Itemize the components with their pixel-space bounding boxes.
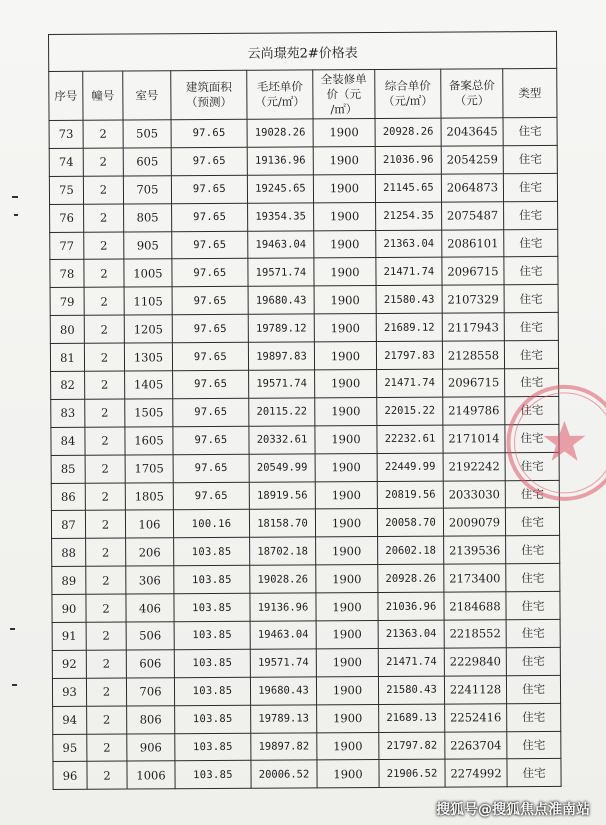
cell-room: 806 <box>127 705 175 733</box>
table-row <box>51 368 559 399</box>
cell-area: 97.65 <box>172 315 248 343</box>
cell-total: 2241128 <box>444 676 506 704</box>
cell-unit-price: 21906.52 <box>379 760 445 788</box>
cell-total: 2171014 <box>443 425 505 453</box>
cell-total: 2229840 <box>444 648 506 676</box>
cell-decor-price: 1900 <box>315 509 377 537</box>
cell-area: 103.85 <box>174 649 250 677</box>
cell-blank-price: 19897.83 <box>248 342 314 370</box>
cell-type: 住宅 <box>506 675 560 703</box>
cell-blank-price: 19571.74 <box>249 370 315 398</box>
cell-total: 2054259 <box>441 146 503 174</box>
header-row <box>49 68 557 120</box>
header-no: 序号 <box>49 71 83 120</box>
cell-total: 2128558 <box>442 341 504 369</box>
scan-speck <box>14 214 18 216</box>
cell-room: 805 <box>124 203 172 231</box>
scan-speck <box>12 684 17 686</box>
cell-total: 2252416 <box>445 703 507 731</box>
cell-room: 906 <box>127 733 175 761</box>
table-row <box>53 759 561 790</box>
cell-decor-price: 1900 <box>316 565 378 593</box>
cell-no: 87 <box>51 511 85 539</box>
cell-blank-price: 19028.26 <box>247 119 313 147</box>
cell-no: 96 <box>53 762 87 790</box>
cell-no: 81 <box>50 343 84 371</box>
cell-decor-price: 1900 <box>316 648 378 676</box>
cell-unit-price: 21254.35 <box>376 202 442 230</box>
cell-unit-price: 21797.83 <box>376 341 442 369</box>
header-type: 类型 <box>503 68 557 117</box>
cell-unit-price: 21471.74 <box>376 258 442 286</box>
cell-decor-price: 1900 <box>314 342 376 370</box>
cell-unit-price: 20928.26 <box>378 564 444 592</box>
cell-no: 75 <box>49 176 83 204</box>
cell-total: 2192242 <box>443 452 505 480</box>
header-blank-price <box>247 70 313 119</box>
cell-area: 97.65 <box>173 426 249 454</box>
table-row <box>53 731 561 762</box>
cell-room: 1505 <box>125 399 173 427</box>
cell-building: 2 <box>85 455 125 483</box>
cell-blank-price: 20549.99 <box>249 454 315 482</box>
cell-building: 2 <box>84 232 124 260</box>
cell-room: 1705 <box>125 454 173 482</box>
cell-type: 住宅 <box>506 564 560 592</box>
cell-building: 2 <box>84 287 124 315</box>
cell-unit-price: 20602.18 <box>378 536 444 564</box>
cell-unit-price: 22015.22 <box>377 397 443 425</box>
cell-no: 90 <box>52 594 86 622</box>
cell-total: 2117943 <box>442 313 504 341</box>
header-area-line1: 建筑面积 <box>185 79 232 95</box>
table-row <box>52 564 560 595</box>
cell-type: 住宅 <box>505 452 559 480</box>
cell-no: 78 <box>50 260 84 288</box>
table-row <box>51 396 559 427</box>
cell-room: 905 <box>124 231 172 259</box>
header-room: 室号 <box>123 71 171 120</box>
cell-type: 住宅 <box>507 703 561 731</box>
cell-blank-price: 19571.74 <box>248 258 314 286</box>
table-row <box>50 201 558 232</box>
cell-no: 92 <box>52 650 86 678</box>
cell-building: 2 <box>83 148 123 176</box>
cell-area: 97.65 <box>172 287 248 315</box>
cell-total: 2184688 <box>444 592 506 620</box>
cell-building: 2 <box>86 622 126 650</box>
cell-room: 406 <box>126 594 174 622</box>
cell-building: 2 <box>87 762 127 790</box>
cell-type: 住宅 <box>507 731 561 759</box>
cell-blank-price: 19680.43 <box>248 286 314 314</box>
table-row <box>50 229 558 260</box>
cell-total: 2107329 <box>442 285 504 313</box>
cell-unit-price: 22449.99 <box>377 453 443 481</box>
cell-no: 88 <box>52 539 86 567</box>
cell-blank-price: 20115.22 <box>249 398 315 426</box>
cell-type: 住宅 <box>504 201 558 229</box>
cell-unit-price: 21797.82 <box>379 732 445 760</box>
cell-area: 97.65 <box>172 259 248 287</box>
header-decor-price-line2: 价（元 <box>326 86 362 101</box>
cell-total: 2173400 <box>444 564 506 592</box>
cell-blank-price: 18702.18 <box>250 537 316 565</box>
cell-decor-price: 1900 <box>314 258 376 286</box>
table-row <box>52 647 560 678</box>
table-row <box>50 257 558 288</box>
cell-area: 103.85 <box>175 733 251 761</box>
cell-unit-price: 20058.70 <box>377 509 443 537</box>
table-row <box>51 424 559 455</box>
cell-unit-price: 21580.43 <box>376 285 442 313</box>
cell-type: 住宅 <box>507 759 561 787</box>
header-blank-price-line2: （元/㎡） <box>254 94 305 109</box>
scan-speck <box>10 628 15 630</box>
header-filed-total <box>441 69 503 118</box>
cell-room: 705 <box>123 176 171 204</box>
watermark: 搜狐号@搜狐焦点淮南站 <box>436 802 590 818</box>
cell-room: 1006 <box>127 761 175 789</box>
cell-decor-price: 1900 <box>315 453 377 481</box>
cell-no: 79 <box>50 288 84 316</box>
cell-type: 住宅 <box>505 424 559 452</box>
cell-type: 住宅 <box>504 313 558 341</box>
header-filed-total-line1: 备案总价 <box>448 78 495 93</box>
table-row <box>52 619 560 650</box>
cell-type: 住宅 <box>504 341 558 369</box>
cell-no: 86 <box>51 483 85 511</box>
cell-area: 97.65 <box>173 370 249 398</box>
cell-room: 106 <box>125 510 173 538</box>
cell-no: 91 <box>52 622 86 650</box>
cell-decor-price: 1900 <box>314 314 376 342</box>
cell-area: 97.65 <box>173 398 249 426</box>
table-row <box>49 173 557 204</box>
cell-no: 85 <box>51 455 85 483</box>
cell-no: 80 <box>50 316 84 344</box>
cell-area: 103.85 <box>174 538 250 566</box>
cell-area: 103.85 <box>174 566 250 594</box>
header-area-line2: （预测） <box>185 94 232 110</box>
cell-building: 2 <box>84 259 124 287</box>
cell-decor-price: 1900 <box>313 119 375 147</box>
cell-unit-price: 21580.43 <box>378 676 444 704</box>
table-row <box>50 341 558 372</box>
table-row <box>52 536 560 567</box>
cell-decor-price: 1900 <box>315 425 377 453</box>
cell-blank-price: 19245.65 <box>247 175 313 203</box>
cell-room: 606 <box>126 650 174 678</box>
table-row <box>50 313 558 344</box>
cell-total: 2009079 <box>443 508 505 536</box>
cell-room: 706 <box>126 678 174 706</box>
cell-no: 83 <box>51 399 85 427</box>
cell-building: 2 <box>86 650 126 678</box>
header-decor-price <box>313 70 375 119</box>
cell-area: 97.65 <box>172 203 248 231</box>
cell-type: 住宅 <box>506 647 560 675</box>
cell-area: 103.85 <box>174 593 250 621</box>
cell-type: 住宅 <box>506 619 560 647</box>
cell-room: 1205 <box>124 315 172 343</box>
cell-no: 73 <box>49 120 83 148</box>
cell-type: 住宅 <box>506 536 560 564</box>
cell-type: 住宅 <box>505 396 559 424</box>
cell-unit-price: 20928.26 <box>375 118 441 146</box>
cell-area: 97.65 <box>172 231 248 259</box>
cell-blank-price: 18919.56 <box>249 481 315 509</box>
cell-decor-price: 1900 <box>317 704 379 732</box>
cell-no: 95 <box>53 734 87 762</box>
cell-type: 住宅 <box>505 368 559 396</box>
cell-total: 2149786 <box>443 397 505 425</box>
table-row <box>50 285 558 316</box>
table-title: 云尚璟苑2#价格表 <box>49 31 557 71</box>
header-building: 幢号 <box>83 71 123 120</box>
cell-type: 住宅 <box>503 173 557 201</box>
cell-total: 2043645 <box>441 118 503 146</box>
cell-decor-price: 1900 <box>316 621 378 649</box>
price-sheet <box>48 31 546 794</box>
cell-area: 97.65 <box>173 454 249 482</box>
cell-building: 2 <box>86 566 126 594</box>
cell-building: 2 <box>84 315 124 343</box>
cell-blank-price: 19463.04 <box>250 621 316 649</box>
cell-unit-price: 21363.04 <box>376 230 442 258</box>
cell-unit-price: 21471.74 <box>378 648 444 676</box>
cell-room: 1005 <box>124 259 172 287</box>
cell-unit-price: 21145.65 <box>375 174 441 202</box>
cell-total: 2086101 <box>442 229 504 257</box>
table-row <box>49 145 557 176</box>
table-row <box>53 703 561 734</box>
cell-decor-price: 1900 <box>315 481 377 509</box>
cell-area: 100.16 <box>173 510 249 538</box>
cell-type: 住宅 <box>505 480 559 508</box>
cell-area: 103.85 <box>175 761 251 789</box>
cell-type: 住宅 <box>505 508 559 536</box>
cell-room: 605 <box>123 148 171 176</box>
cell-blank-price: 20332.61 <box>249 426 315 454</box>
cell-unit-price: 20819.56 <box>377 481 443 509</box>
cell-area: 97.65 <box>171 175 247 203</box>
header-unit-price <box>375 69 441 118</box>
cell-building: 2 <box>85 511 125 539</box>
cell-building: 2 <box>85 427 125 455</box>
cell-decor-price: 1900 <box>314 286 376 314</box>
cell-decor-price: 1900 <box>314 202 376 230</box>
header-filed-total-line2: （元） <box>454 93 490 108</box>
scan-speck <box>12 196 18 198</box>
cell-total: 2064873 <box>441 174 503 202</box>
cell-total: 2139536 <box>444 536 506 564</box>
cell-unit-price: 21036.96 <box>378 592 444 620</box>
cell-blank-price: 19680.43 <box>250 677 316 705</box>
cell-no: 74 <box>49 148 83 176</box>
cell-room: 1605 <box>125 427 173 455</box>
table-row <box>51 452 559 483</box>
cell-blank-price: 19354.35 <box>248 203 314 231</box>
cell-unit-price: 21689.13 <box>379 704 445 732</box>
cell-room: 1405 <box>125 371 173 399</box>
cell-unit-price: 21036.96 <box>375 146 441 174</box>
table-row <box>51 480 559 511</box>
cell-building: 2 <box>85 483 125 511</box>
cell-blank-price: 18158.70 <box>249 509 315 537</box>
cell-area: 103.85 <box>174 621 250 649</box>
cell-area: 103.85 <box>175 705 251 733</box>
cell-decor-price: 1900 <box>314 230 376 258</box>
cell-type: 住宅 <box>503 117 557 145</box>
cell-blank-price: 20006.52 <box>251 760 317 788</box>
cell-type: 住宅 <box>503 145 557 173</box>
cell-decor-price: 1900 <box>315 397 377 425</box>
cell-room: 206 <box>126 538 174 566</box>
cell-area: 97.65 <box>172 342 248 370</box>
cell-no: 76 <box>50 204 84 232</box>
cell-total: 2033030 <box>443 480 505 508</box>
cell-room: 505 <box>123 120 171 148</box>
cell-blank-price: 19789.13 <box>251 705 317 733</box>
cell-room: 1105 <box>124 287 172 315</box>
header-area <box>171 70 247 119</box>
cell-decor-price: 1900 <box>316 676 378 704</box>
cell-type: 住宅 <box>504 257 558 285</box>
cell-decor-price: 1900 <box>313 174 375 202</box>
cell-no: 89 <box>52 567 86 595</box>
cell-building: 2 <box>86 678 126 706</box>
cell-no: 84 <box>51 427 85 455</box>
cell-total: 2096715 <box>443 369 505 397</box>
cell-decor-price: 1900 <box>317 732 379 760</box>
cell-building: 2 <box>86 538 126 566</box>
cell-unit-price: 22232.61 <box>377 425 443 453</box>
cell-unit-price: 21689.12 <box>376 313 442 341</box>
cell-building: 2 <box>83 120 123 148</box>
cell-blank-price: 19136.96 <box>250 593 316 621</box>
table-row <box>52 675 560 706</box>
cell-unit-price: 21471.74 <box>377 369 443 397</box>
table-row <box>52 592 560 623</box>
cell-total: 2274992 <box>445 759 507 787</box>
cell-blank-price: 19463.04 <box>248 230 314 258</box>
cell-room: 506 <box>126 622 174 650</box>
cell-building: 2 <box>83 176 123 204</box>
cell-building: 2 <box>85 371 125 399</box>
table-row <box>49 117 557 148</box>
cell-blank-price: 19789.12 <box>248 314 314 342</box>
table-body <box>49 117 561 789</box>
cell-unit-price: 21363.04 <box>378 620 444 648</box>
price-table <box>48 31 562 790</box>
cell-no: 82 <box>51 371 85 399</box>
cell-total: 2218552 <box>444 620 506 648</box>
cell-no: 94 <box>53 706 87 734</box>
table-row <box>51 508 559 539</box>
cell-decor-price: 1900 <box>313 146 375 174</box>
cell-decor-price: 1900 <box>316 537 378 565</box>
header-decor-price-line3: /㎡） <box>330 101 358 116</box>
cell-blank-price: 19897.82 <box>251 732 317 760</box>
cell-area: 97.65 <box>173 482 249 510</box>
cell-room: 1305 <box>124 343 172 371</box>
cell-building: 2 <box>84 343 124 371</box>
cell-blank-price: 19028.26 <box>250 565 316 593</box>
header-blank-price-line1: 毛坯单价 <box>256 79 303 94</box>
cell-building: 2 <box>85 399 125 427</box>
cell-room: 306 <box>126 566 174 594</box>
cell-building: 2 <box>87 734 127 762</box>
cell-blank-price: 19136.96 <box>247 147 313 175</box>
cell-area: 97.65 <box>171 119 247 147</box>
cell-type: 住宅 <box>506 592 560 620</box>
header-unit-price-line2: （元/㎡） <box>382 93 433 108</box>
cell-building: 2 <box>86 594 126 622</box>
header-unit-price-line1: 综合单价 <box>384 78 431 93</box>
cell-blank-price: 19571.74 <box>250 649 316 677</box>
cell-type: 住宅 <box>504 285 558 313</box>
cell-building: 2 <box>84 204 124 232</box>
cell-no: 93 <box>52 678 86 706</box>
cell-room: 1805 <box>125 482 173 510</box>
cell-no: 77 <box>50 232 84 260</box>
cell-type: 住宅 <box>504 229 558 257</box>
cell-decor-price: 1900 <box>316 593 378 621</box>
cell-total: 2096715 <box>442 257 504 285</box>
cell-area: 103.85 <box>174 677 250 705</box>
cell-decor-price: 1900 <box>315 370 377 398</box>
cell-decor-price: 1900 <box>317 760 379 788</box>
cell-total: 2075487 <box>442 201 504 229</box>
cell-total: 2263704 <box>445 731 507 759</box>
cell-area: 97.65 <box>171 147 247 175</box>
header-decor-price-line1: 全装修单 <box>320 71 367 86</box>
cell-building: 2 <box>87 706 127 734</box>
